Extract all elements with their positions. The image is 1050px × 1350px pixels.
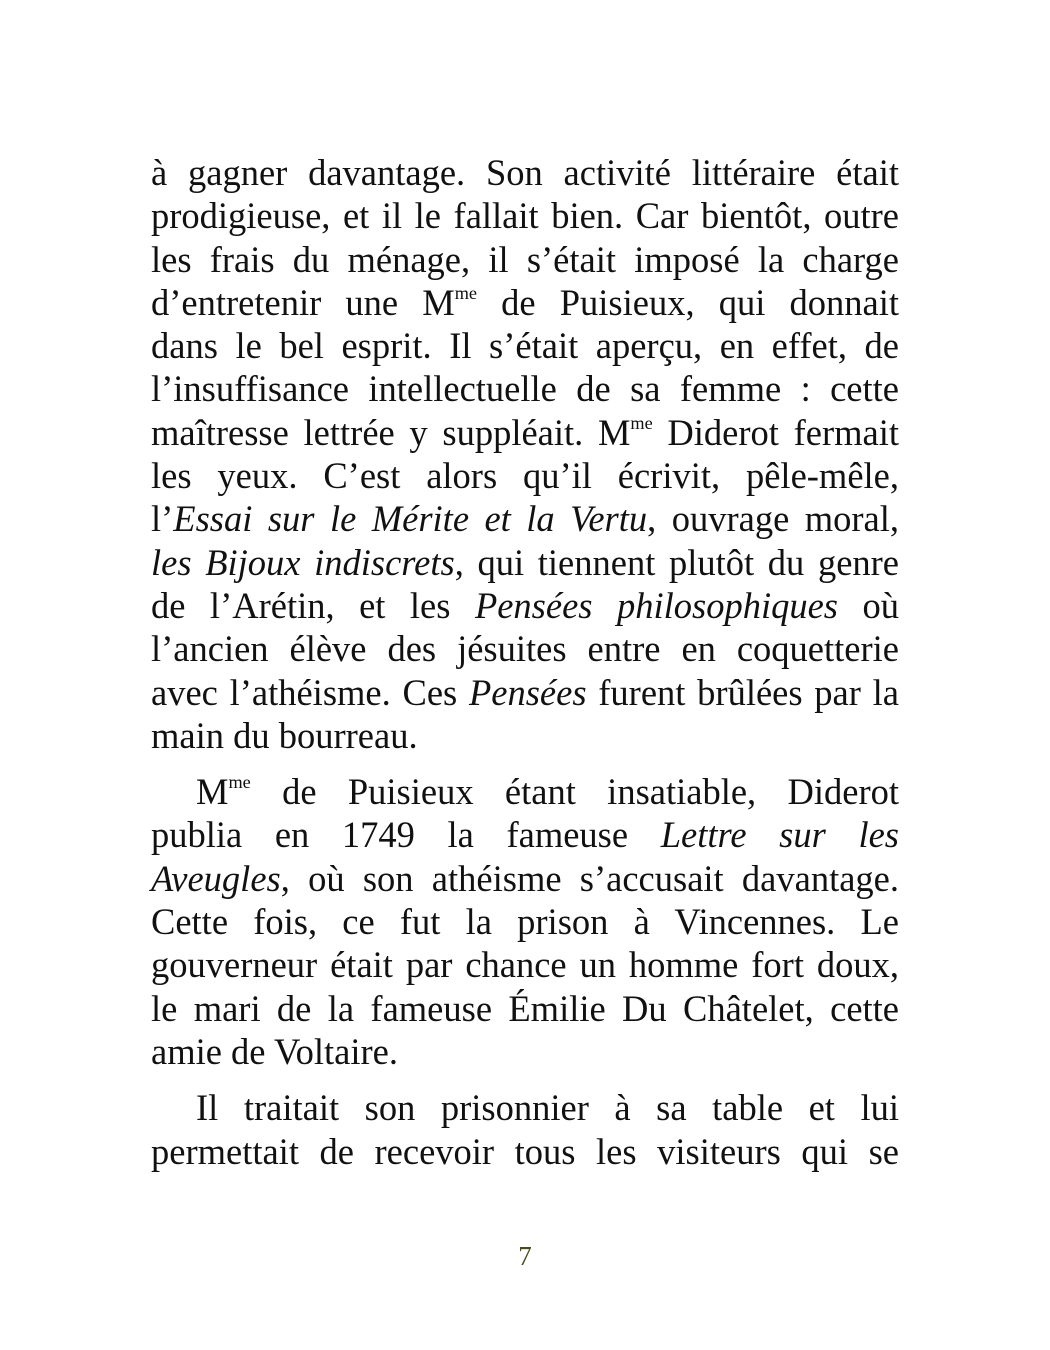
- italic-title: les Bijoux indiscrets: [151, 541, 455, 583]
- text-line: [151, 367, 899, 410]
- italic-title: Essai sur le Mérite et la Vertu: [173, 498, 648, 540]
- text-line: [151, 584, 899, 627]
- paragraph-gap: [151, 757, 899, 770]
- text-line: [151, 1030, 899, 1073]
- text-segment: le mari de la fameuse Émilie Du Châtelet, cette: [151, 987, 899, 1029]
- paragraph: [151, 770, 899, 1073]
- italic-title: Lettre sur les: [660, 814, 899, 856]
- superscript-abbreviation: me: [228, 772, 251, 793]
- superscript-abbreviation: me: [454, 283, 477, 303]
- text-line: [151, 857, 899, 900]
- text-segment: d’entretenir une M: [151, 281, 455, 323]
- text-line: [151, 1086, 899, 1129]
- text-segment: à gagner davantage. Son activité littéraire était: [151, 152, 899, 193]
- text-segment: où: [838, 584, 899, 626]
- italic-title: Aveugles: [151, 857, 281, 899]
- text-segment: main du bourreau.: [151, 714, 418, 756]
- text-segment: permettait de recevoir tous les visiteurs qui se: [151, 1130, 899, 1172]
- text-line: [151, 671, 899, 714]
- text-segment: de l’Arétin, et les: [151, 584, 475, 626]
- text-segment: , qui tiennent plutôt du genre: [454, 541, 899, 583]
- text-segment: Il traitait son prisonnier à sa table et lui: [196, 1087, 899, 1129]
- text-line: [151, 943, 899, 986]
- text-line: [151, 411, 899, 454]
- text-segment: gouverneur était par chance un homme fort doux,: [151, 944, 899, 986]
- superscript-abbreviation: me: [630, 412, 653, 433]
- text-segment: publia en 1749 la fameuse: [151, 814, 661, 856]
- text-line: [151, 714, 899, 757]
- text-line: [151, 194, 899, 237]
- text-segment: , où son athéisme s’accusait davantage.: [280, 857, 899, 899]
- paragraph: [151, 151, 899, 757]
- text-line: [151, 900, 899, 943]
- italic-title: Pensées philosophiques: [474, 584, 839, 626]
- text-line: [151, 454, 899, 497]
- text-line: [151, 1130, 899, 1173]
- text-segment: les yeux. C’est alors qu’il écrivit, pêle-mêle,: [151, 455, 899, 497]
- text-line: [151, 324, 899, 367]
- text-segment: l’insuffisance intellectuelle de sa femme : cette: [151, 368, 899, 410]
- text-segment: de Puisieux, qui donnait: [476, 281, 899, 323]
- text-segment: amie de Voltaire.: [151, 1030, 398, 1072]
- text-line: [151, 813, 899, 856]
- text-line: [151, 627, 899, 670]
- paragraph: [151, 1086, 899, 1173]
- text-line: [151, 238, 899, 281]
- text-segment: M: [196, 771, 229, 813]
- text-segment: l’ancien élève des jésuites entre en coquetterie: [151, 628, 899, 670]
- text-segment: Diderot fermait: [652, 411, 899, 453]
- text-line: [151, 497, 899, 540]
- text-segment: Cette fois, ce fut la prison à Vincennes. Le: [151, 901, 899, 943]
- book-page-text: [151, 151, 899, 1173]
- paragraph-gap: [151, 1073, 899, 1086]
- text-segment: , ouvrage moral,: [647, 498, 899, 540]
- text-segment: furent brûlées par la: [586, 671, 899, 713]
- text-line: [151, 541, 899, 584]
- text-segment: dans le bel esprit. Il s’était aperçu, en effet, de: [151, 325, 899, 367]
- text-segment: l’: [151, 498, 174, 540]
- page-number: 7: [518, 1241, 532, 1271]
- text-line: [151, 770, 899, 813]
- italic-title: Pensées: [468, 671, 587, 713]
- text-line: [151, 987, 899, 1030]
- text-line: [151, 281, 899, 324]
- text-segment: maîtresse lettrée y suppléait. M: [151, 411, 631, 453]
- text-segment: avec l’athéisme. Ces: [151, 671, 469, 713]
- text-segment: prodigieuse, et il le fallait bien. Car bientôt, outre: [151, 195, 899, 237]
- text-segment: de Puisieux étant insatiable, Diderot: [250, 771, 899, 813]
- text-segment: les frais du ménage, il s’était imposé la charge: [151, 238, 899, 280]
- text-line: [151, 151, 899, 194]
